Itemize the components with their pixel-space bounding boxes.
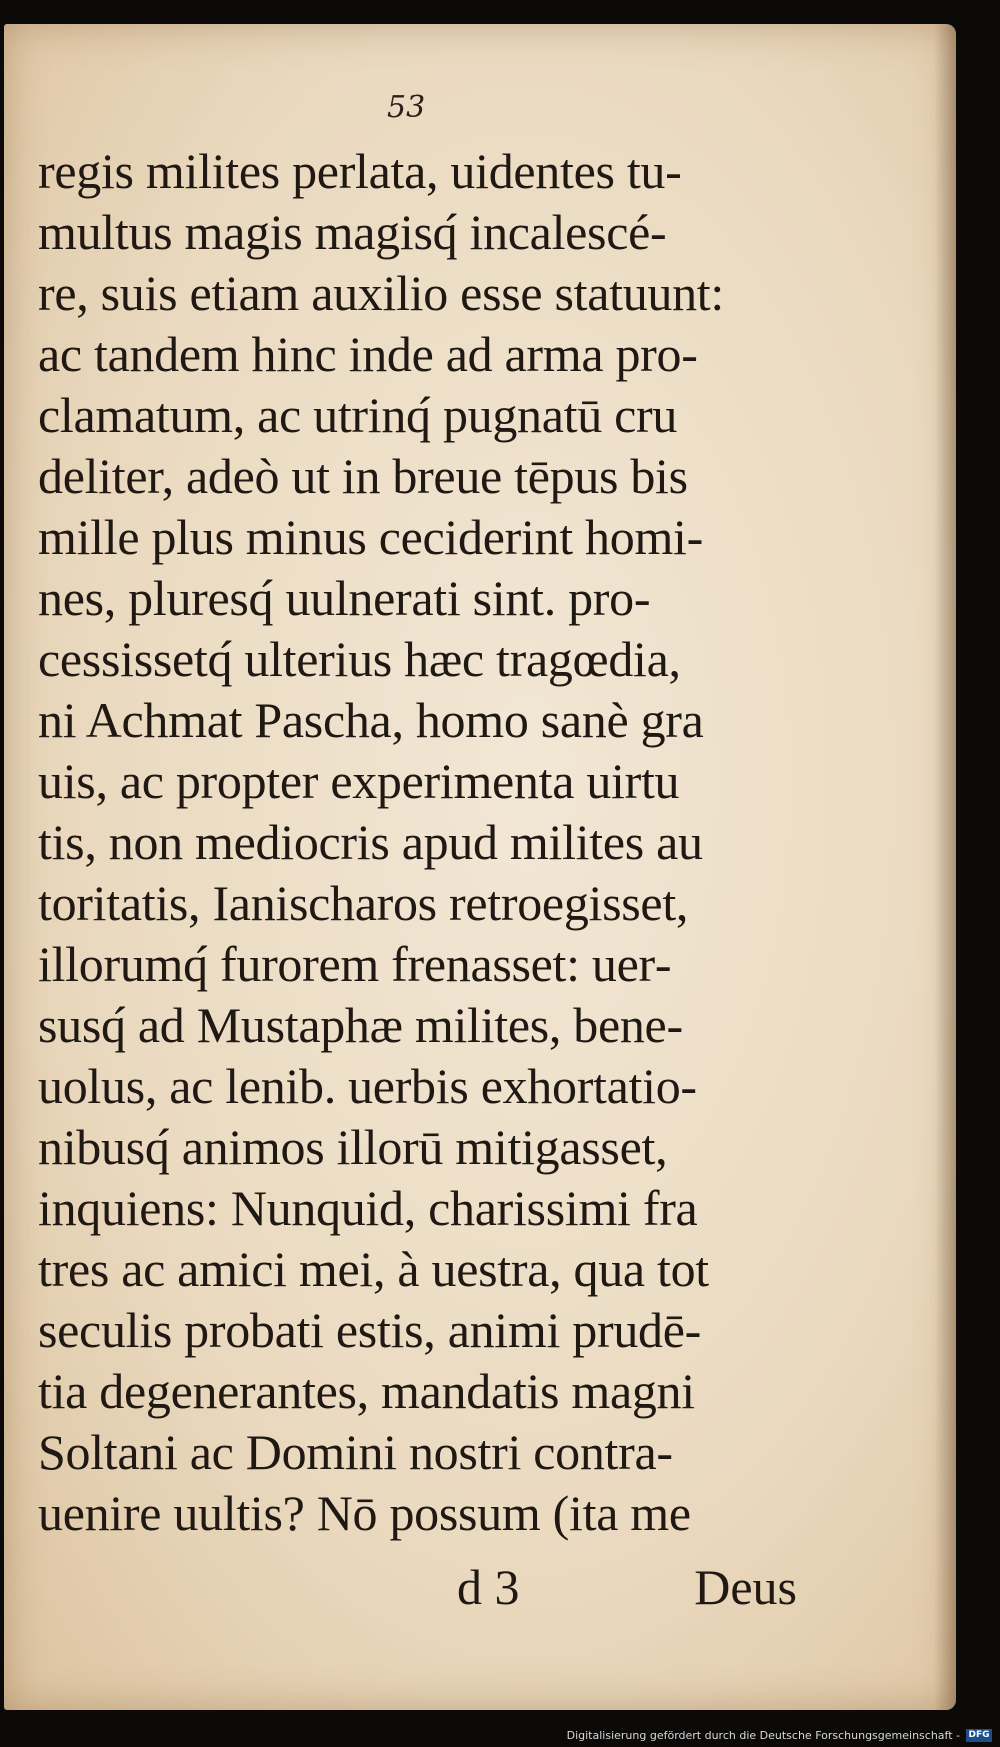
text-line: tis, non mediocris apud milites au <box>38 814 703 870</box>
text-line: Soltani ac Domini nostri contra‐ <box>38 1424 673 1480</box>
page-number: 53 <box>387 90 426 125</box>
text-line: ni Achmat Pascha, homo sanè gra <box>38 692 704 748</box>
digitization-footer <box>0 1723 1000 1747</box>
funding-note: Digitalisierung gefördert durch die Deutsche Forschungsgemeinschaft - <box>566 1729 960 1742</box>
text-line: re, suis etiam auxilio esse statuunt: <box>38 265 724 321</box>
catchword: Deus <box>694 1559 797 1615</box>
text-line: uolus, ac lenib. uerbis exhortatio‐ <box>38 1058 697 1114</box>
dfg-logo: DFG <box>966 1729 992 1742</box>
page-edge-shadow <box>934 24 956 1710</box>
text-line: susq́ ad Mustaphæ milites, bene‐ <box>38 997 683 1053</box>
text-line: uenire uultis? Nō possum (ita me <box>38 1485 691 1541</box>
text-line: cessissetq́ ulterius hæc tragœdia, <box>38 631 681 687</box>
text-line: deliter, adeò ut in breue tēpus bis <box>38 448 688 504</box>
text-line: multus magis magisq́ incalescé‐ <box>38 204 667 260</box>
signature-mark: d 3 <box>457 1559 520 1615</box>
text-line: clamatum, ac utrinq́ pugnatū cru <box>38 387 678 443</box>
text-line: tres ac amici mei, à uestra, qua tot <box>38 1241 709 1297</box>
text-line: uis, ac propter experimenta uirtu <box>38 753 680 809</box>
text-line: seculis probati estis, animi prudē‐ <box>38 1302 701 1358</box>
text-line: tia degenerantes, mandatis magni <box>38 1363 695 1419</box>
text-line: regis milites perlata, uidentes tu‐ <box>38 143 682 199</box>
text-line: ac tandem hinc inde ad arma pro‐ <box>38 326 698 382</box>
text-line: toritatis, Ianischaros retroegisset, <box>38 875 689 931</box>
text-line: mille plus minus ceciderint homi‐ <box>38 509 703 565</box>
text-line: nibusq́ animos illorū mitigasset, <box>38 1119 668 1175</box>
book-page <box>4 24 956 1710</box>
text-block <box>38 141 798 1544</box>
text-line: nes, pluresq́ uulnerati sint. pro‐ <box>38 570 651 626</box>
text-line: inquiens: Nunquid, charissimi fra <box>38 1180 698 1236</box>
text-line: illorumq́ furorem frenasset: uer‐ <box>38 936 672 992</box>
page-foot <box>457 1558 797 1618</box>
